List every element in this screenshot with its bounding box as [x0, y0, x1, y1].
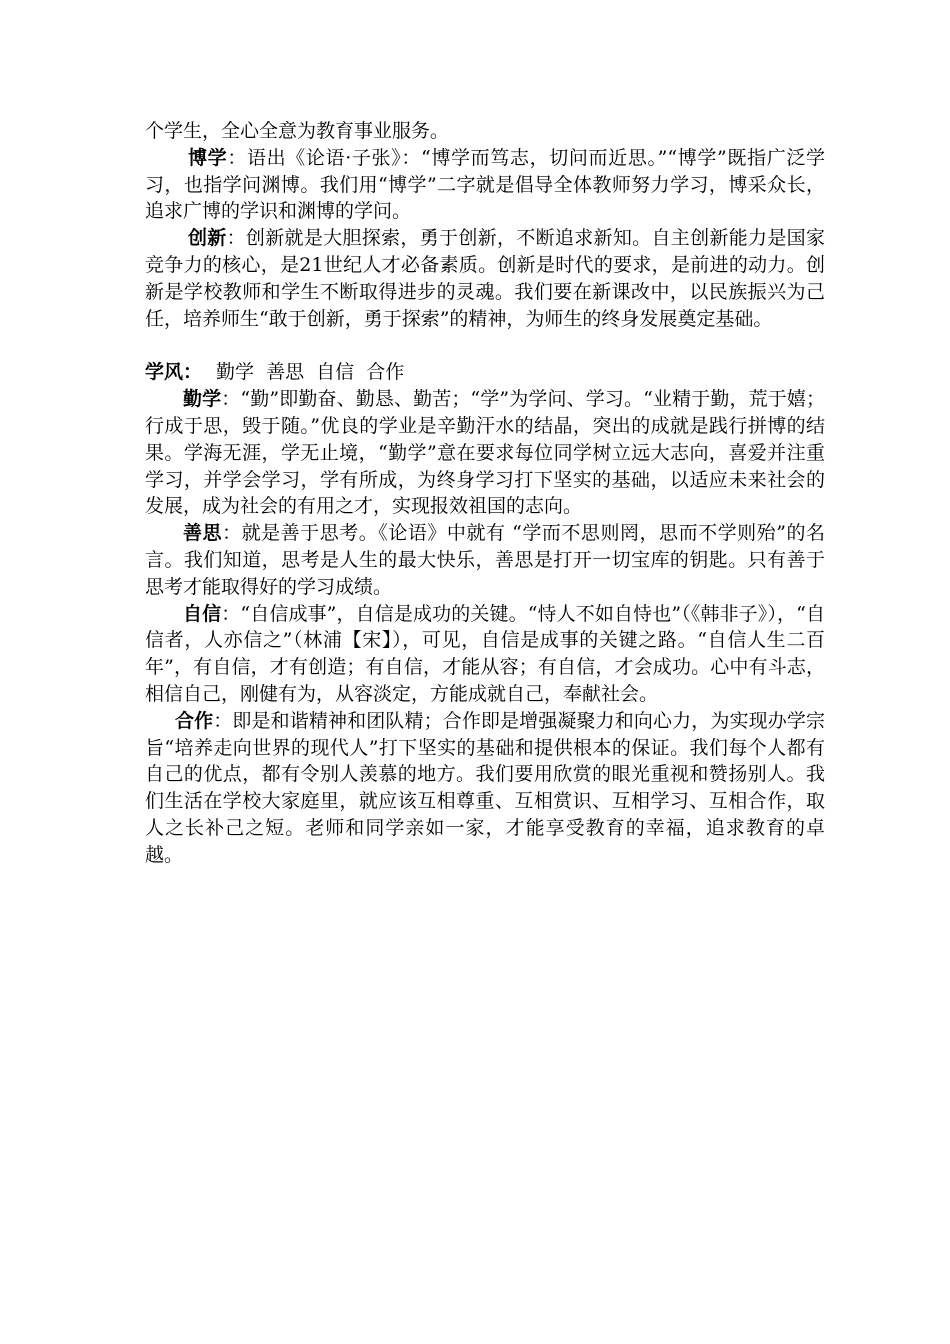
chuangxin-text: ：创新就是大胆探索，勇于创新，不断追求新知。自主创新能力是国家竞争力的核心，是21世纪人才必备素质。创新是时代的要求，是前进的动力。创新是学校教师和学生不断取得进步的灵魂。我们要在新课改中，以民族振兴为己任，培养师生“敢于创新，勇于探索”的精神，为师生的终身发展奠定基础。 — [145, 227, 825, 330]
hezuo-term: 合作 — [175, 709, 214, 732]
chuangxin-term: 创新 — [188, 227, 227, 250]
shansi-paragraph — [145, 520, 825, 600]
shansi-text: ：就是善于思考。《论语》中就有 “学而不思则罔，思而不学则殆”的名言。我们知道，思考是人生的最大快乐，善思是打开一切宝库的钥匙。只有善于思考才能取得好的学习成绩。 — [145, 522, 825, 598]
boxue-term: 博学 — [188, 146, 228, 169]
hezuo-paragraph — [145, 708, 825, 869]
hezuo-text: ：即是和谐精神和团队精；合作即是增强凝聚力和向心力，为实现办学宗旨“培养走向世界的现代人”打下坚实的基础和提供根本的保证。我们每个人都有自己的优点，都有令别人羡慕的地方。我们要用欣赏的眼光重视和赞扬别人。我们生活在学校大家庭里，就应该互相尊重、互相赏识、互相学习、互相合作，取人之长补己之短。老师和同学亲如一家，才能享受教育的幸福，追求教育的卓越。 — [145, 709, 825, 866]
zixin-paragraph — [145, 601, 825, 708]
qinxue-term: 勤学 — [183, 388, 222, 411]
boxue-text: ：语出《论语·子张》：“博学而笃志，切问而近思。”“博学”既指广泛学习，也指学问渊博。我们用“博学”二字就是倡导全体教师努力学习，博采众长，追求广博的学识和渊博的学问。 — [145, 146, 825, 223]
xuefeng-label: 学风： — [145, 361, 203, 384]
zixin-text: ：“自信成事”，自信是成功的关键。“恃人不如自恃也”（《韩非子》），“自信者，人亦信之”（林浦【宋】），可见，自信是成事的关键之路。“自信人生二百年”，有自信，才有创造；有自信，才能从容；有自信，才会成功。心中有斗志，相信自己，刚健有为，从容淡定，方能成就自己，奉献社会。 — [145, 602, 825, 705]
zixin-term: 自信 — [183, 602, 222, 625]
chuangxin-paragraph — [145, 225, 825, 332]
intro-tail-paragraph: 个学生，全心全意为教育事业服务。 — [145, 120, 450, 142]
blank-line — [145, 332, 825, 359]
xuefeng-items: 勤学 善思 自信 合作 — [216, 361, 405, 384]
qinxue-paragraph — [145, 386, 825, 520]
shansi-term: 善思 — [183, 522, 223, 545]
boxue-paragraph — [145, 145, 825, 225]
document-page — [145, 118, 825, 869]
xuefeng-heading — [145, 359, 825, 386]
qinxue-text: ：“勤”即勤奋、勤恳、勤苦；“学”为学问、学习。“业精于勤，荒于嬉；行成于思，毁于随。”优良的学业是辛勤汗水的结晶，突出的成就是践行拼博的结果。学海无涯，学无止境，“勤学”意在要求每位同学树立远大志向，喜爱并注重学习，并学会学习，学有所成，为终身学习打下坚实的基础，以适应未来社会的发展，成为社会的有用之才，实现报效祖国的志向。 — [145, 388, 825, 518]
